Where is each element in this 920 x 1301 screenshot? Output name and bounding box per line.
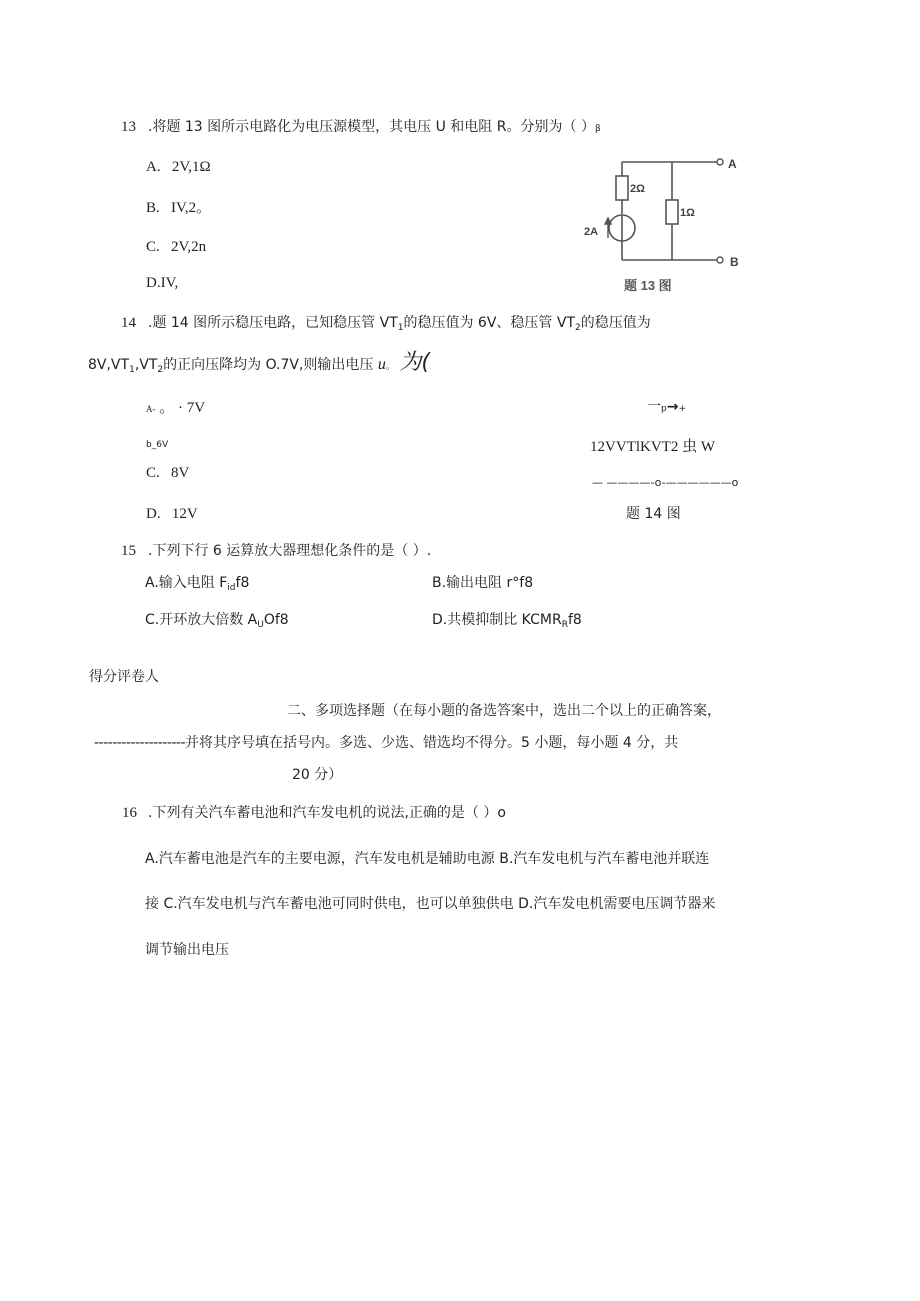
q14-stem-line2-b: ,VT — [134, 357, 158, 373]
section2-dashes: -------------------- — [94, 735, 186, 751]
q15-option-b-pre: B.输出电阻 r°f8 — [432, 575, 534, 591]
q13-option-c-text: 2V,2n — [171, 239, 207, 255]
q14-number: 14 — [121, 315, 136, 331]
q14-figure-top — [647, 398, 686, 418]
q16-stem: .下列有关汽车蓄电池和汽车发电机的说法,正确的是（ ）o — [148, 805, 506, 821]
q14-stem-line1-a: .题 14 图所示稳压电路，已知稳压管 VT — [148, 315, 398, 331]
q14-stem-line2-c: 的正向压降均为 O.7V,则输出电压 — [163, 357, 374, 373]
q14-stem-line2-sub1: 1 — [129, 365, 135, 375]
q14-option-c-letter: C. — [146, 465, 160, 481]
q14-option-d — [146, 505, 198, 523]
q13-stem-text: .将题 13 图所示电路化为电压源模型，其电压 U 和电阻 R。分别为（ ） — [148, 119, 595, 135]
q14-option-a-text: 。 · 7V — [159, 400, 206, 416]
scorer-label: 得分评卷人 — [89, 669, 159, 685]
section2-line1: 二、多项选择题（在每小题的备选答案中，选出二个以上的正确答案， — [287, 703, 721, 719]
section2-line2 — [94, 734, 678, 752]
q13-option-a — [146, 158, 211, 176]
q15-option-b — [432, 574, 533, 592]
q14-figure-top-line: 一 — [647, 399, 661, 415]
q15-option-a-sub: id — [227, 583, 236, 593]
q13-stem-tail: β — [594, 124, 601, 134]
q14-figure-top-arrow: → — [666, 399, 679, 415]
q14-stem-line1-b: 的稳压值为 6V、稳压管 VT — [403, 315, 575, 331]
q15-option-a — [145, 574, 249, 597]
q14-option-c — [146, 464, 189, 482]
q15-option-d-post: f8 — [567, 612, 582, 628]
q14-stem-line2-a: 8V,VT — [88, 357, 130, 373]
q14-option-a-letter: A- — [146, 404, 156, 414]
q14-stem-line2 — [88, 350, 430, 379]
q15-number: 15 — [121, 543, 136, 559]
q14-figure-bottom: — ————-o-——————o — [592, 476, 739, 489]
q16-line3: 调节输出电压 — [145, 942, 229, 958]
q14-option-b-letter: b_ — [146, 440, 157, 450]
q14-option-d-text: 12V — [171, 506, 198, 522]
q14-figure-middle: 12VVTlKVT2 虫 W — [590, 439, 715, 455]
q13-option-d-text: D.IV, — [146, 275, 179, 291]
q13-option-a-text: 2V,1Ω — [171, 159, 211, 175]
q13-label-r1: 1Ω — [680, 207, 695, 219]
q13-label-node-b: B — [730, 255, 739, 269]
q13-label-source: 2A — [584, 226, 599, 238]
q13-label-node-a: A — [728, 157, 737, 171]
q14-stem-line1-sub1: 1 — [397, 323, 404, 333]
q13-stem — [148, 118, 601, 138]
q14-figure-top-plus: + — [678, 404, 686, 414]
q13-option-d — [146, 274, 178, 292]
q14-figure-caption: 题 14 图 — [626, 506, 681, 522]
section2-line2-text: 并将其序号填在括号内。多选、少选、错选均不得分。5 小题，每小题 4 分，共 — [185, 735, 679, 751]
q13-option-c-letter: C. — [146, 239, 160, 255]
q13-figure-caption: 题 13 图 — [624, 278, 672, 293]
q15-option-d — [432, 611, 582, 634]
q14-figure-top-p: p — [661, 404, 667, 414]
q13-label-r2: 2Ω — [630, 183, 645, 195]
q15-option-d-pre: D.共模抑制比 KCMR — [432, 612, 562, 628]
q14-option-b — [146, 436, 168, 454]
q16-number: 16 — [122, 805, 137, 821]
q15-stem: .下列下行 6 运算放大器理想化条件的是（ ）. — [148, 543, 432, 559]
q13-terminal-a — [717, 159, 723, 165]
q13-circuit-figure — [580, 148, 750, 298]
q13-option-b-letter: B. — [146, 200, 160, 216]
q14-stem-line1-c: 的稳压值为 — [580, 315, 651, 331]
q14-option-b-text: 6V — [156, 440, 169, 450]
q15-option-c-post: Of8 — [263, 612, 289, 628]
q13-terminal-b — [717, 257, 723, 263]
q13-option-b-text: IV,2。 — [171, 200, 212, 216]
q15-option-a-pre: A.输入电阻 F — [145, 575, 228, 591]
q16-line1: A.汽车蓄电池是汽车的主要电源，汽车发电机是辅助电源 B.汽车发电机与汽车蓄电池并联连 — [145, 851, 710, 867]
q14-option-a — [146, 399, 205, 418]
q14-stem-line2-sub2: 2 — [157, 365, 164, 375]
q15-option-c-pre: C.开环放大倍数 A — [145, 612, 258, 628]
q13-number: 13 — [121, 119, 136, 135]
q14-stem-line2-sym: 。 — [385, 362, 395, 372]
q14-stem-line1-sub2: 2 — [575, 323, 581, 333]
section2-line3: 20 分） — [292, 767, 343, 783]
q15-option-c — [145, 611, 289, 634]
q13-option-c — [146, 238, 206, 256]
q15-option-a-post: f8 — [235, 575, 250, 591]
q13-option-b — [146, 199, 211, 217]
q15-option-c-sub: U — [257, 620, 264, 630]
q14-option-d-letter: D. — [146, 506, 161, 522]
q14-stem-line1 — [148, 314, 651, 337]
q16-line2: 接 C.汽车发电机与汽车蓄电池可同时供电，也可以单独供电 D.汽车发电机需要电压调节器来 — [145, 896, 716, 912]
q13-option-a-letter: A. — [146, 159, 161, 175]
q15-option-d-sub: R — [561, 620, 568, 630]
q14-stem-line2-end: 为( — [399, 350, 430, 375]
q14-stem-line2-var: u — [377, 356, 386, 373]
q14-option-c-text: 8V — [171, 465, 190, 481]
